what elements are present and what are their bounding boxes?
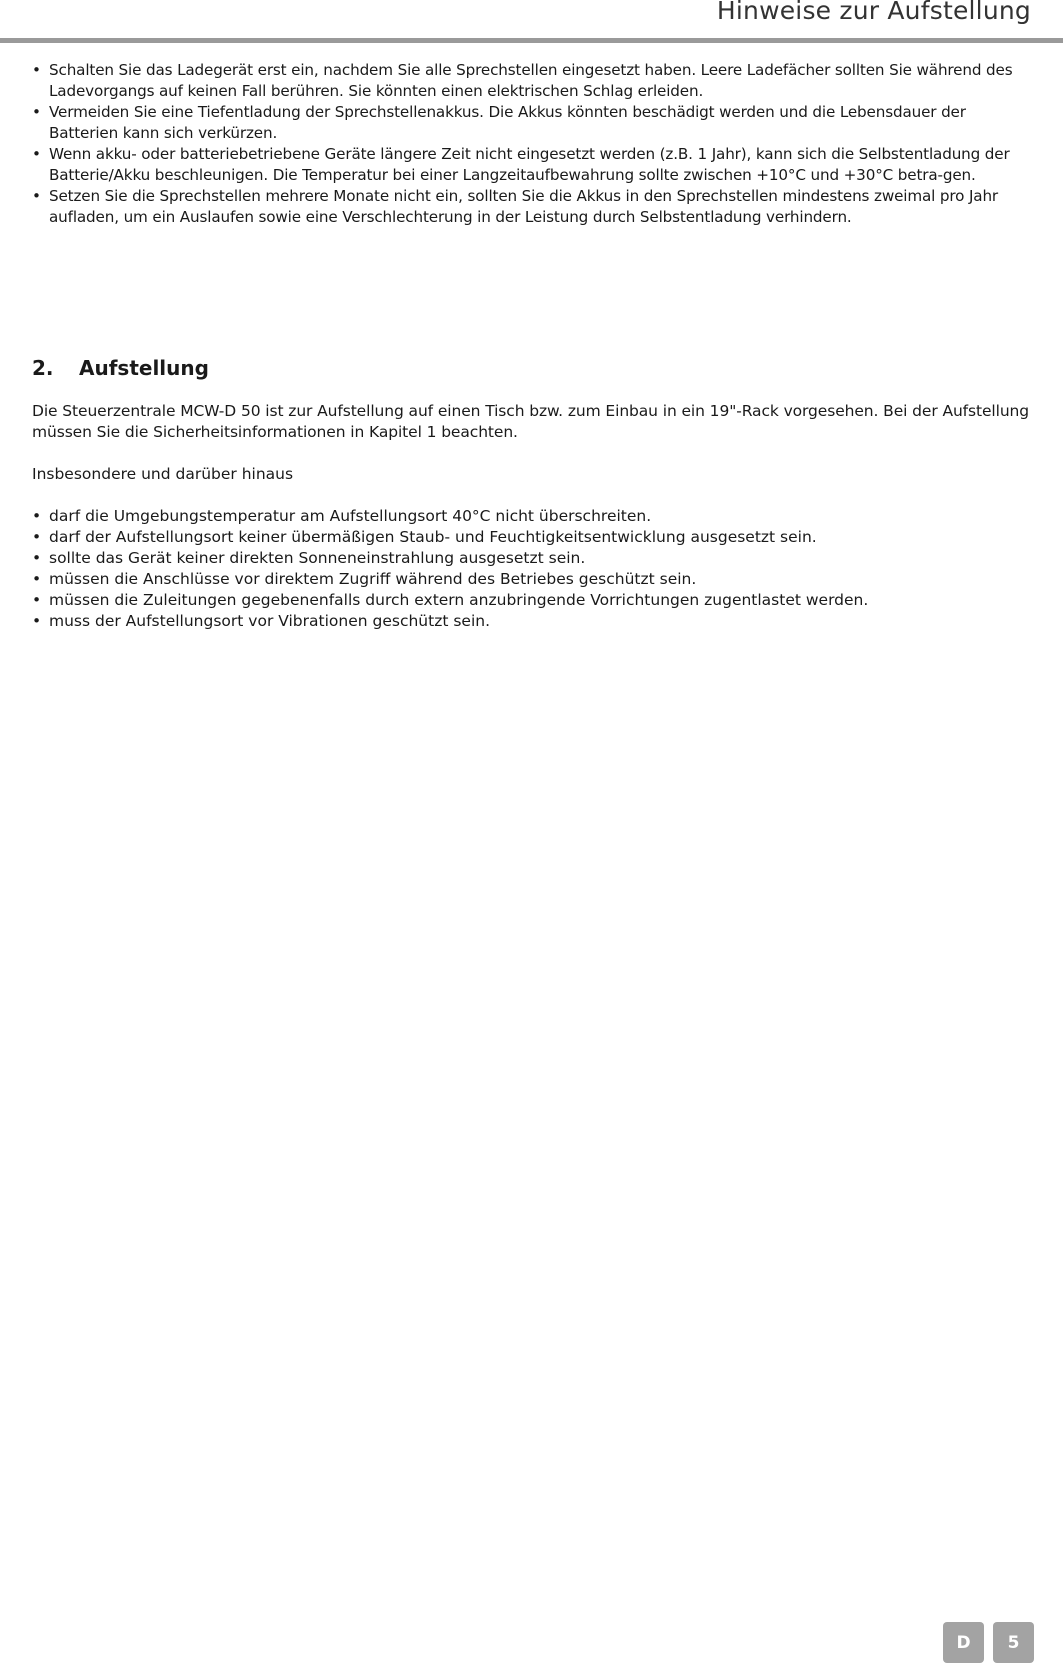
header-rule xyxy=(0,38,1063,43)
requirement-item: • müssen die Anschlüsse vor direktem Zugriff während des Betriebes geschützt sein. xyxy=(32,569,1030,590)
requirements-list xyxy=(32,506,1030,632)
section-lead-in: Insbesondere und darüber hinaus xyxy=(32,465,294,483)
page-number-badge: 5 xyxy=(993,1622,1034,1663)
safety-bullet: • Setzen Sie die Sprechstellen mehrere Monate nicht ein, sollten Sie die Akkus in den Sprechstellen mindestens zweimal pro Jahr aufladen, um ein Auslaufen sowie eine Verschlechterung in der Leistung durch Selbstentladung verhindern. xyxy=(32,186,1030,228)
page-footer xyxy=(943,1622,1034,1663)
requirement-item: • muss der Aufstellungsort vor Vibrationen geschützt sein. xyxy=(32,611,1030,632)
safety-bullet: • Schalten Sie das Ladegerät erst ein, nachdem Sie alle Sprechstellen eingesetzt haben. Leere Ladefächer sollten Sie während des Ladevorgangs auf keinen Fall berühren. Sie könnten einen elektrischen Schlag erleiden. xyxy=(32,60,1030,102)
safety-notes xyxy=(32,60,1030,228)
safety-bullet: • Wenn akku- oder batteriebetriebene Geräte längere Zeit nicht eingesetzt werden (z.B. 1 Jahr), kann sich die Selbstentladung der Batterie/Akku beschleunigen. Die Temperatur bei einer Langzeitaufbewahrung sollte zwischen +10°C und +30°C betra-gen. xyxy=(32,144,1030,186)
section-heading xyxy=(32,356,209,380)
safety-bullet-list xyxy=(32,60,1030,228)
page-header xyxy=(0,0,1063,44)
safety-bullet: • Vermeiden Sie eine Tiefentladung der Sprechstellenakkus. Die Akkus könnten beschädigt werden und die Lebensdauer der Batterien kann sich verkürzen. xyxy=(32,102,1030,144)
section-intro: Die Steuerzentrale MCW-D 50 ist zur Aufstellung auf einen Tisch bzw. zum Einbau in ein 19"-Rack vorgesehen. Bei der Aufstellung müssen Sie die Sicherheitsinformationen in Kapitel 1 beachten. xyxy=(32,402,1030,441)
requirement-item: • sollte das Gerät keiner direkten Sonneneinstrahlung ausgesetzt sein. xyxy=(32,548,1030,569)
section-title: Aufstellung xyxy=(79,356,209,380)
requirement-item: • darf der Aufstellungsort keiner übermäßigen Staub- und Feuchtigkeitsentwicklung ausgesetzt sein. xyxy=(32,527,1030,548)
header-title: Hinweise zur Aufstellung xyxy=(716,0,1031,25)
section-number: 2. xyxy=(32,356,54,380)
language-badge: D xyxy=(943,1622,984,1663)
requirement-item: • darf die Umgebungstemperatur am Aufstellungsort 40°C nicht überschreiten. xyxy=(32,506,1030,527)
requirement-item: • müssen die Zuleitungen gegebenenfalls durch extern anzubringende Vorrichtungen zugentlastet werden. xyxy=(32,590,1030,611)
